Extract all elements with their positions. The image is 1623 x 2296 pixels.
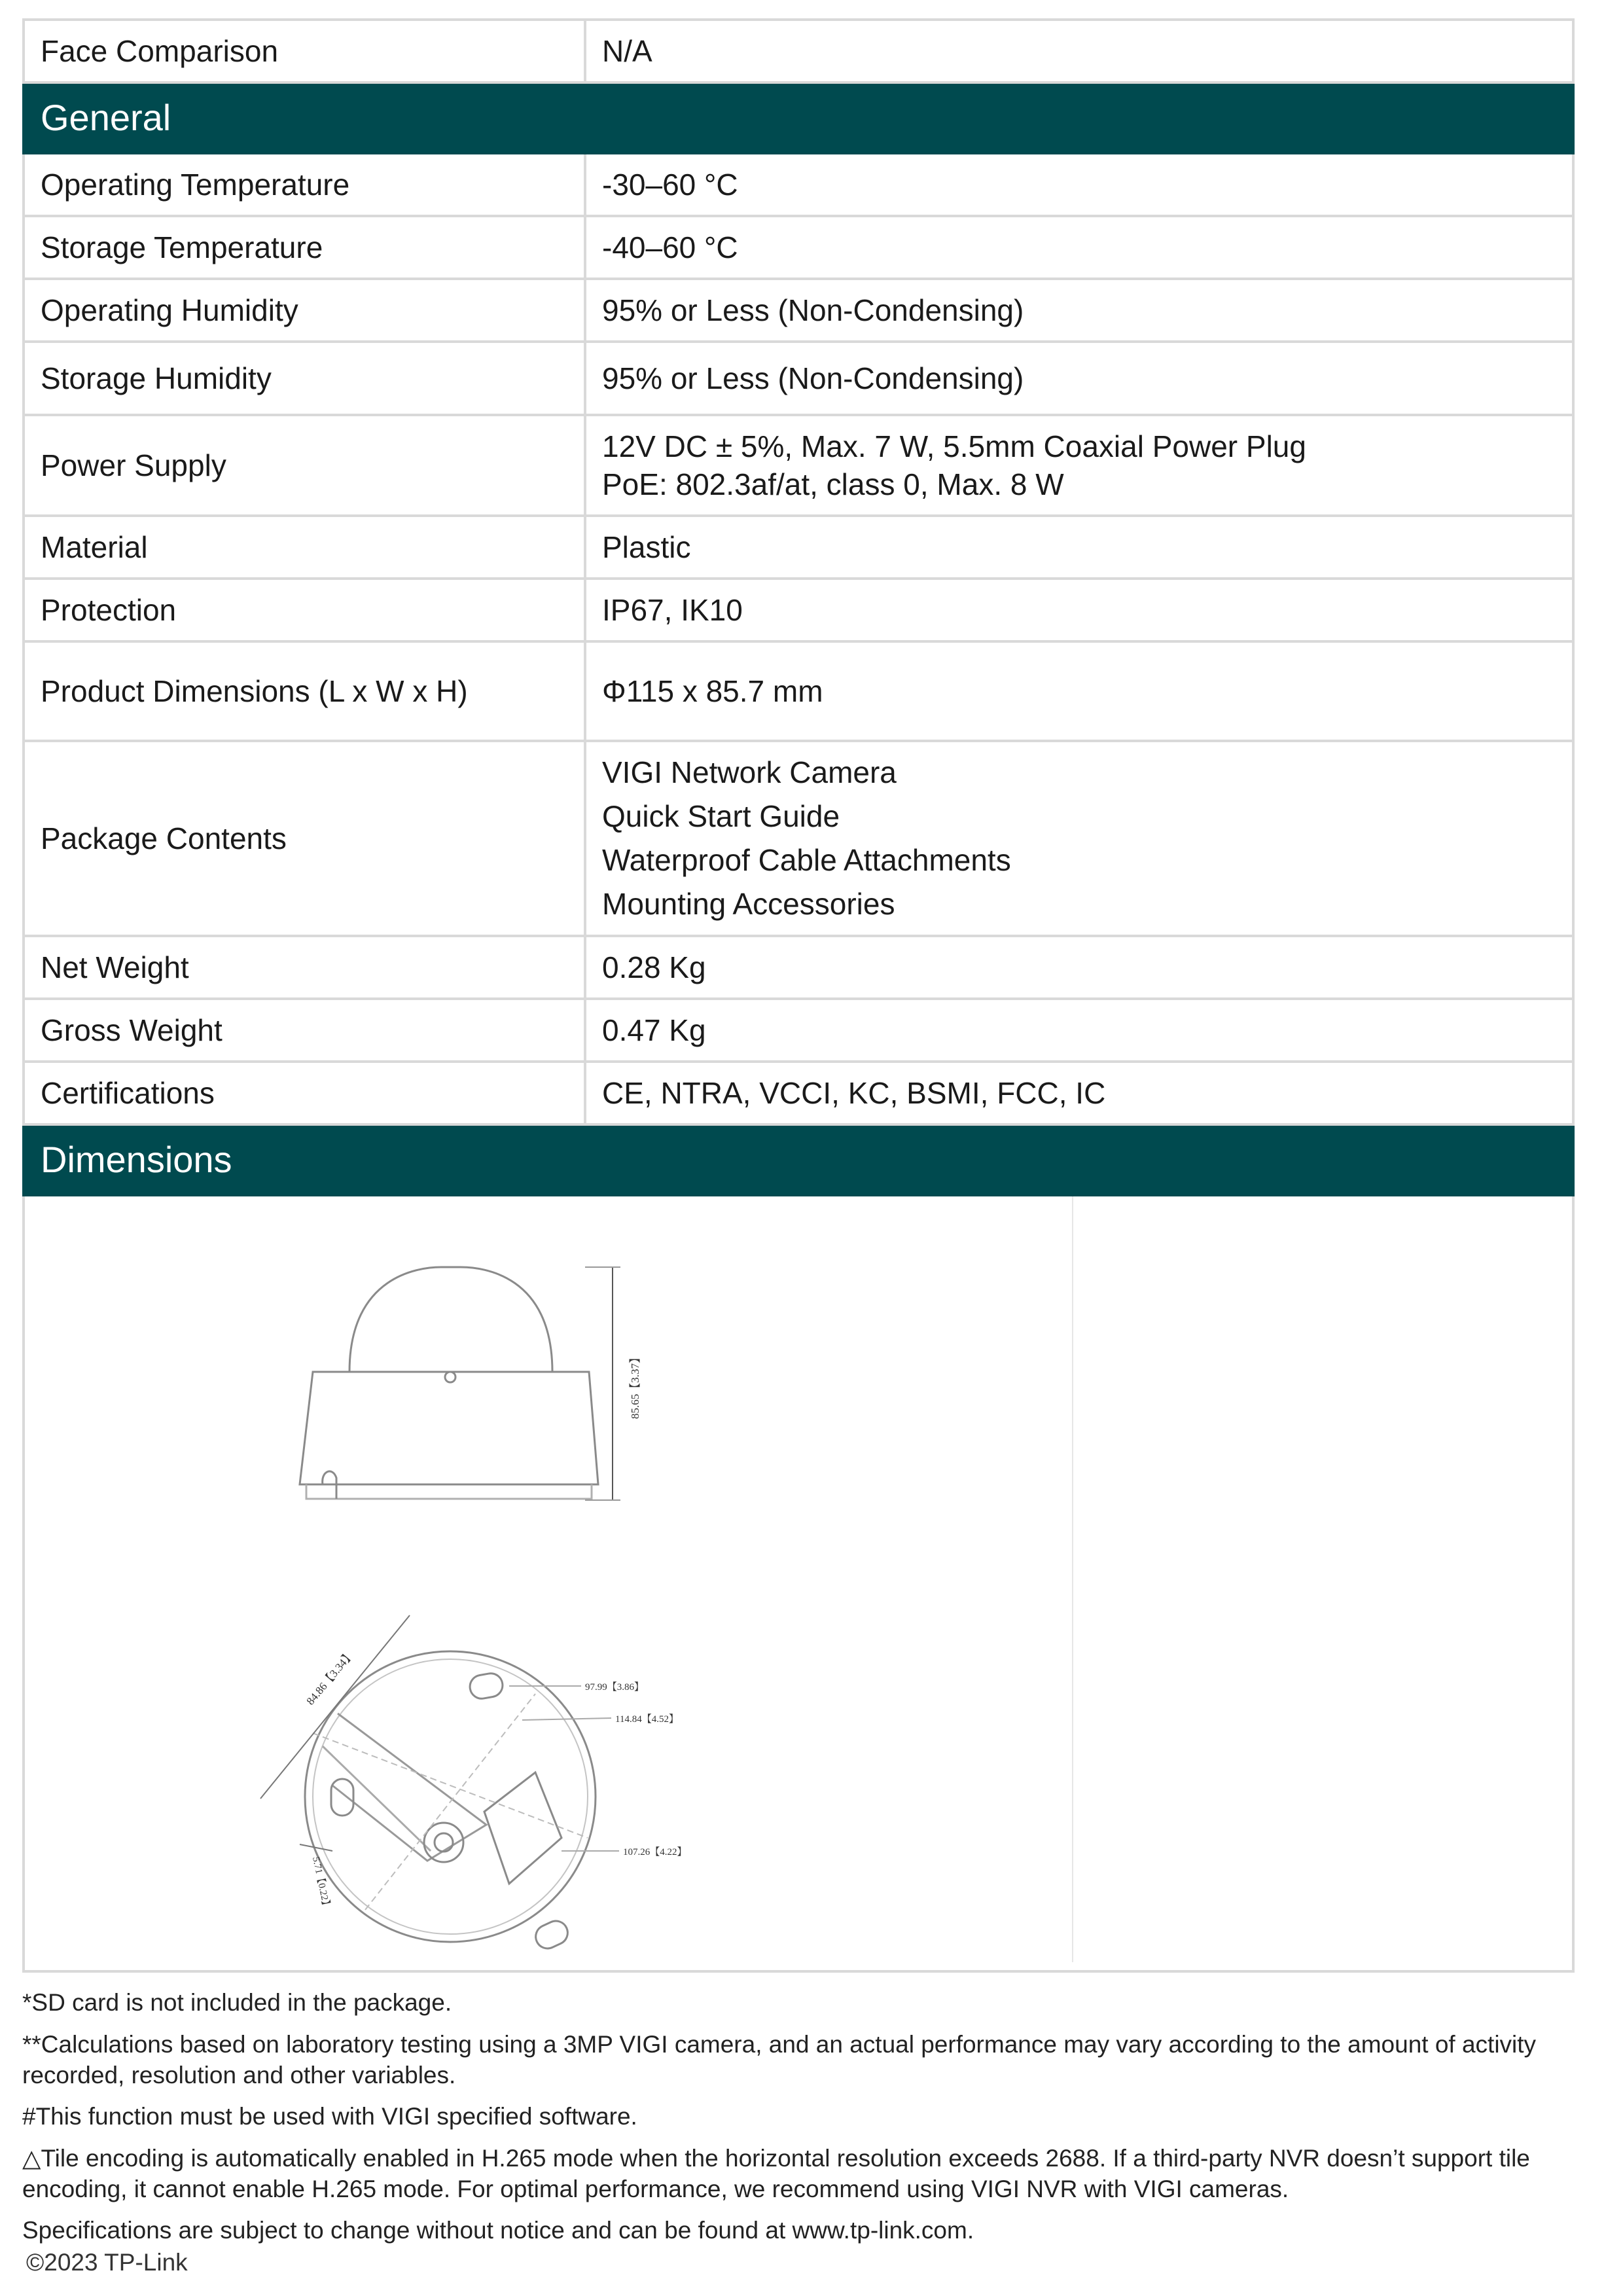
spec-label: Face Comparison: [24, 20, 585, 82]
spec-row: [24, 1062, 1573, 1124]
spec-value-line: Waterproof Cable Attachments: [602, 843, 1011, 877]
spec-row: [24, 999, 1573, 1062]
footnote: △Tile encoding is automatically enabled in H.265 mode when the horizontal resolution exceeds 2688. If a third-party NVR doesn’t support tile encoding, it cannot enable H.265 mode. For optimal performance, we recommend using VIGI NVR with VIGI cameras.: [22, 2145, 1530, 2202]
spec-row: [24, 936, 1573, 999]
spec-label: Operating Temperature: [24, 153, 585, 216]
spec-row: [24, 342, 1573, 415]
dimensions-drawing-area: [22, 1196, 1575, 1973]
spec-value: -40–60 °C: [585, 216, 1573, 279]
spec-value: [585, 415, 1573, 516]
camera-side-view: [300, 1267, 641, 1500]
spec-value-line: Quick Start Guide: [602, 799, 840, 833]
section-title: General: [24, 82, 1573, 153]
leader-dimension-label-3: 107.26【4.22】: [623, 1847, 687, 1857]
spec-row: [24, 216, 1573, 279]
spec-label: Storage Humidity: [24, 342, 585, 415]
diagonal-dimension-label: 84.86【3.34】: [304, 1648, 357, 1708]
spec-row-face-comparison: [24, 20, 1573, 82]
spec-label: Package Contents: [24, 741, 585, 936]
section-header-general: [24, 82, 1573, 153]
camera-dimension-drawing: [25, 1196, 1072, 1969]
footnote: *SD card is not included in the package.: [22, 1989, 452, 2016]
spec-table: [22, 18, 1575, 1196]
spec-value-line: 12V DC ± 5%, Max. 7 W, 5.5mm Coaxial Power Plug: [602, 429, 1306, 463]
spec-value: [585, 741, 1573, 936]
leader-dimension-label-1: 97.99【3.86】: [585, 1682, 645, 1693]
spec-row: [24, 516, 1573, 579]
spec-value: Φ115 x 85.7 mm: [585, 641, 1573, 741]
spec-label: Product Dimensions (L x W x H): [24, 641, 585, 741]
spec-label: Material: [24, 516, 585, 579]
spec-row: [24, 579, 1573, 641]
spec-value: -30–60 °C: [585, 153, 1573, 216]
spec-row: [24, 153, 1573, 216]
spec-value: 95% or Less (Non-Condensing): [585, 279, 1573, 342]
spec-value: 95% or Less (Non-Condensing): [585, 342, 1573, 415]
spec-value: CE, NTRA, VCCI, KC, BSMI, FCC, IC: [585, 1062, 1573, 1124]
spec-row: [24, 415, 1573, 516]
footnote: Specifications are subject to change without notice and can be found at www.tp-link.com.: [22, 2217, 974, 2244]
spec-label: Protection: [24, 579, 585, 641]
spec-value: 0.28 Kg: [585, 936, 1573, 999]
spec-value-line: VIGI Network Camera: [602, 755, 897, 789]
section-header-dimensions: [24, 1124, 1573, 1195]
spec-row: [24, 641, 1573, 741]
spec-value: N/A: [585, 20, 1573, 82]
spec-row: [24, 279, 1573, 342]
divider: [1072, 1196, 1073, 1962]
camera-bottom-view: [260, 1615, 687, 1952]
spec-value: Plastic: [585, 516, 1573, 579]
spec-value: 0.47 Kg: [585, 999, 1573, 1062]
section-title: Dimensions: [24, 1124, 1573, 1195]
spec-value-line: PoE: 802.3af/at, class 0, Max. 8 W: [602, 467, 1064, 501]
footnote: **Calculations based on laboratory testing using a 3MP VIGI camera, and an actual performance may vary according to the amount of activity recorded, resolution and other variables.: [22, 2031, 1537, 2089]
spec-label: Storage Temperature: [24, 216, 585, 279]
height-dimension-label: 85.65【3.37】: [629, 1352, 641, 1419]
spec-label: Gross Weight: [24, 999, 585, 1062]
spec-label: Certifications: [24, 1062, 585, 1124]
spec-value: IP67, IK10: [585, 579, 1573, 641]
spec-row: [24, 741, 1573, 936]
footnote: #This function must be used with VIGI specified software.: [22, 2103, 637, 2130]
leader-dimension-label-2: 114.84【4.52】: [615, 1714, 679, 1725]
spec-label: Net Weight: [24, 936, 585, 999]
spec-value-line: Mounting Accessories: [602, 887, 895, 921]
spec-sheet: [22, 18, 1575, 1973]
copyright: ©2023 TP-Link: [26, 2249, 188, 2276]
spec-label: Power Supply: [24, 415, 585, 516]
spec-label: Operating Humidity: [24, 279, 585, 342]
offset-dimension-label: 5.71【0.22】: [310, 1856, 332, 1911]
